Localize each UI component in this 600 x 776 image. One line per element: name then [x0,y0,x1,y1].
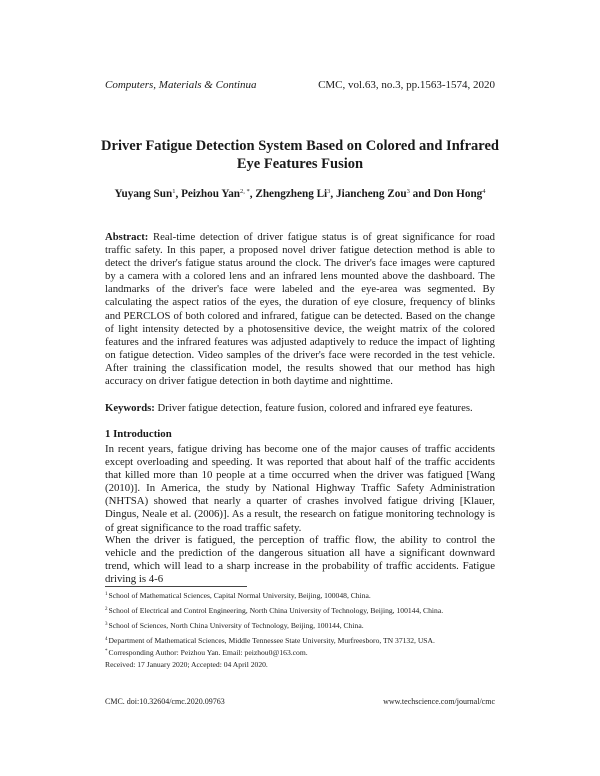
author-name: Yuyang Sun [114,188,173,200]
keywords-text: Driver fatigue detection, feature fusion, colored and infrared eye features. [157,402,473,414]
footnote [105,647,505,658]
author-affiliation-mark: 3 [327,188,331,195]
footnote [105,635,505,646]
footnote-text: School of Electrical and Control Engineering, North China University of Technology, Beijing, 100144, China. [108,606,444,615]
footnote-mark: 2 [105,607,108,612]
section-heading: 1 Introduction [105,428,172,440]
author-name: Don Hong [433,188,483,200]
journal-url[interactable]: www.techscience.com/journal/cmc [383,697,495,706]
abstract-text: Real-time detection of driver fatigue status is of great significance for road traffic safety. In this paper, a proposed novel driver fatigue detection method is able to detect the driver's fatigue status around the clock. The driver's face images were captured by a camera with a colored lens and an infrared lens mounted above the dashboard. The landmarks of the driver's face were labeled and the eye-area was segmented. By calculating the aspect ratios of the eyes, the duration of eye closure, frequency of blinks and PERCLOS of both colored and infrared, fatigue can be detected. Based on the change of light intensity detected by a photosensitive device, the weight matrix of the colored features and the infrared features was adjusted adaptively to reduce the impact of lighting on fatigue detection. Video samples of the driver's face were recorded in the test vehicle. After training the classification model, the results showed that our method has high accuracy on driver fatigue detection in both daytime and nighttime. [105,231,495,388]
footnote-text: Department of Mathematical Sciences, Middle Tennessee State University, Murfreesboro, TN 37132, USA. [108,636,435,645]
author-affiliation-mark: 1 [172,188,176,195]
footnote-divider [105,586,247,587]
author-name: Zhengzheng Li [255,188,328,200]
author-name: Jiancheng Zou [336,188,407,200]
footnote-text: Corresponding Author: Peizhou Yan. Email: peizhou0@163.com. [108,648,308,657]
abstract-label: Abstract: [105,231,149,243]
paper-title: Driver Fatigue Detection System Based on Colored and Infrared Eye Features Fusion [101,138,499,172]
footnote [105,620,505,631]
footnote-text: School of Sciences, North China University of Technology, Beijing, 100144, China. [108,621,364,630]
author-affiliation-mark: 2, * [240,188,250,195]
doi: CMC. doi:10.32604/cmc.2020.09763 [105,697,225,706]
author-name: Peizhou Yan [181,188,241,200]
body-paragraph: When the driver is fatigued, the perception of traffic flow, the ability to control the vehicle and the prediction of the dangerous situation all have a significant downward trend, which will lead to a sharp increase in the probability of traffic accidents. Fatigue driving is 4-6 [105,534,495,586]
body-paragraph: In recent years, fatigue driving has become one of the major causes of traffic accidents except overloading and speeding. It was reported that about half of the traffic accidents that killed more than 10 people at a time occurred when the driver was fatigued [Wang (2010)]. In America, the study by National Highway Traffic Safety Administration (NHTSA) showed that nearly a quarter of crashes involved fatigue driving [Klauer, Dingus, Neale et al. (2006)]. As a result, the research on fatigue monitoring technology is of great significance to the road traffic safety. [105,443,495,534]
footnote [105,590,505,601]
author-list: Yuyang Sun$^1$, Peizhou Yan$^{2, *}$, Zhengzheng Li$^3$, Jiancheng Zou$^3$ and Don Hong$^4$ [114,188,486,200]
journal-name: Computers, Materials & Continua [105,79,257,91]
abstract [105,231,495,388]
footnote-mark: * [105,649,108,654]
author-affiliation-mark: 4 [482,188,486,195]
keywords-label: Keywords: [105,402,155,414]
author-affiliation-mark: 3 [406,188,410,195]
received-date: Received: 17 January 2020; Accepted: 04 April 2020. [105,660,268,669]
footnote-text: School of Mathematical Sciences, Capital Normal University, Beijing, 100048, China. [108,591,371,600]
footnote-mark: 4 [105,637,108,642]
volume-info: CMC, vol.63, no.3, pp.1563-1574, 2020 [318,79,495,91]
keywords [105,402,495,415]
footnote-mark: 1 [105,592,108,597]
footnote-mark: 3 [105,622,108,627]
footnote [105,605,505,616]
